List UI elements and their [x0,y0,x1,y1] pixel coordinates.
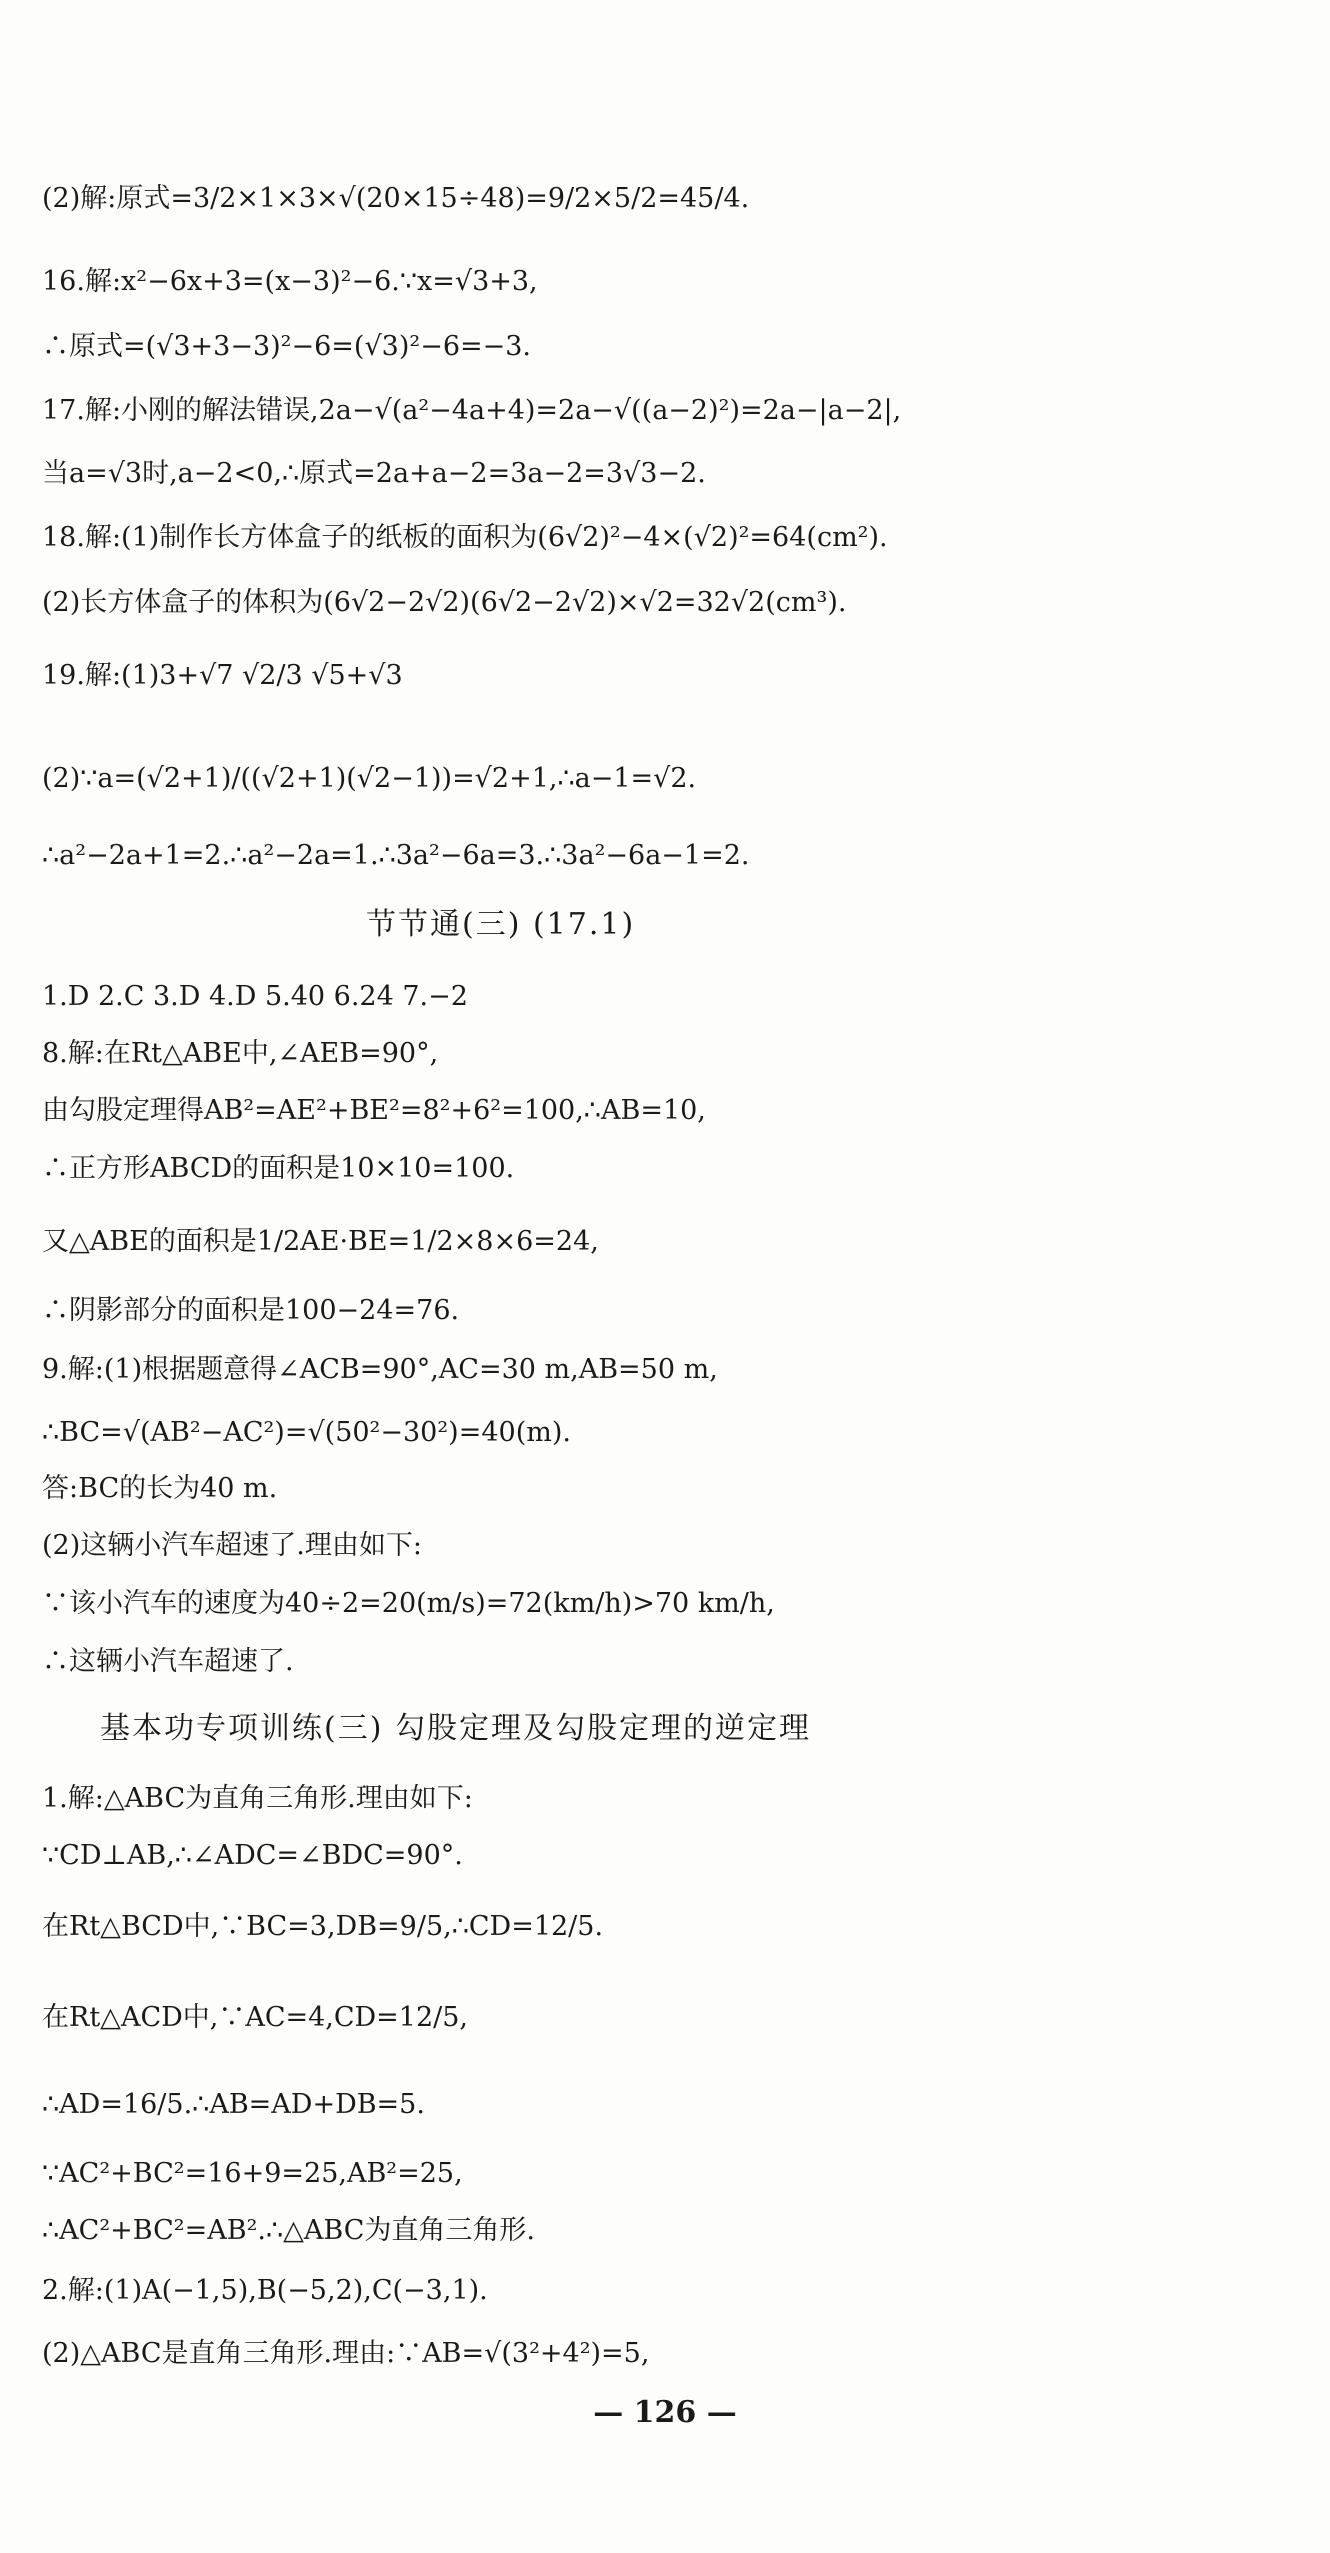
section-heading: 节节通(三) (17.1) [366,907,636,942]
text-line: 1.D 2.C 3.D 4.D 5.40 6.24 7.−2 [42,981,468,1012]
text-line: 在Rt△BCD中,∵BC=3,DB=9/5,∴CD=12/5. [42,1911,604,1942]
text-line: (2)△ABC是直角三角形.理由:∵AB=√(3²+4²)=5, [42,2338,650,2369]
text-line: ∴阴影部分的面积是100−24=76. [42,1295,460,1326]
text-line: 当a=√3时,a−2<0,∴原式=2a+a−2=3a−2=3√3−2. [42,458,706,489]
text-line: 由勾股定理得AB²=AE²+BE²=8²+6²=100,∴AB=10, [42,1095,706,1126]
text-line: 16.解:x²−6x+3=(x−3)²−6.∵x=√3+3, [42,266,538,297]
text-line: 在Rt△ACD中,∵AC=4,CD=12/5, [42,2002,469,2033]
section-heading: 基本功专项训练(三) 勾股定理及勾股定理的逆定理 [100,1711,811,1746]
text-line: ∴原式=(√3+3−3)²−6=(√3)²−6=−3. [42,331,532,362]
text-line: ∴AD=16/5.∴AB=AD+DB=5. [42,2089,425,2120]
text-line: ∴AC²+BC²=AB².∴△ABC为直角三角形. [42,2215,536,2246]
text-line: (2)解:原式=3/2×1×3×√(20×15÷48)=9/2×5/2=45/4. [42,183,750,214]
page-number: — 126 — [593,2395,737,2430]
text-line: 2.解:(1)A(−1,5),B(−5,2),C(−3,1). [42,2275,488,2306]
text-line: ∵CD⊥AB,∴∠ADC=∠BDC=90°. [42,1840,463,1871]
text-line: ∵该小汽车的速度为40÷2=20(m/s)=72(km/h)>70 km/h, [42,1588,775,1619]
text-line: (2)长方体盒子的体积为(6√2−2√2)(6√2−2√2)×√2=32√2(cm³). [42,587,847,618]
text-line: 19.解:(1)3+√7 √2/3 √5+√3 [42,660,403,691]
text-line: (2)∵a=(√2+1)/((√2+1)(√2−1))=√2+1,∴a−1=√2. [42,763,697,794]
text-line: ∴正方形ABCD的面积是10×10=100. [42,1153,515,1184]
text-line: ∴a²−2a+1=2.∴a²−2a=1.∴3a²−6a=3.∴3a²−6a−1=2. [42,840,750,871]
text-line: ∴这辆小汽车超速了. [42,1646,294,1677]
text-line: 1.解:△ABC为直角三角形.理由如下: [42,1783,473,1814]
text-line: 18.解:(1)制作长方体盒子的纸板的面积为(6√2)²−4×(√2)²=64(cm²). [42,522,888,553]
text-line: 9.解:(1)根据题意得∠ACB=90°,AC=30 m,AB=50 m, [42,1354,718,1385]
text-line: ∴BC=√(AB²−AC²)=√(50²−30²)=40(m). [42,1417,571,1448]
text-line: 又△ABE的面积是1/2AE·BE=1/2×8×6=24, [42,1226,599,1257]
text-line: (2)这辆小汽车超速了.理由如下: [42,1530,422,1561]
text-line: 答:BC的长为40 m. [42,1473,278,1504]
text-line: ∵AC²+BC²=16+9=25,AB²=25, [42,2158,463,2189]
text-line: 17.解:小刚的解法错误,2a−√(a²−4a+4)=2a−√((a−2)²)=2a−|a−2|, [42,395,902,426]
text-line: 8.解:在Rt△ABE中,∠AEB=90°, [42,1038,439,1069]
